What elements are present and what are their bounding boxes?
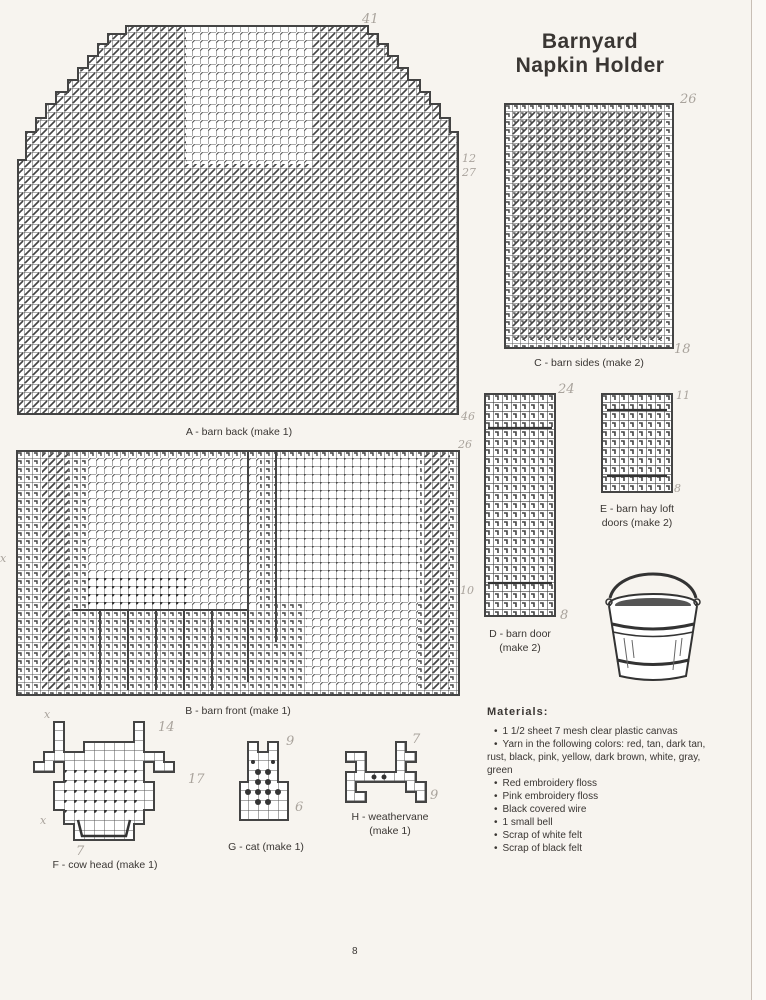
handwritten-8: 8 bbox=[674, 482, 681, 495]
page-title bbox=[490, 30, 690, 78]
handwritten-x: x bbox=[0, 552, 7, 565]
handwritten-7: 7 bbox=[412, 732, 421, 747]
handwritten-6: 6 bbox=[295, 800, 304, 815]
page-edge bbox=[751, 0, 752, 1000]
bullet-icon: • bbox=[494, 778, 498, 789]
handwritten-9: 9 bbox=[430, 788, 439, 803]
handwritten-18: 18 bbox=[674, 342, 691, 357]
caption-barn-front: B - barn front (make 1) bbox=[185, 705, 291, 717]
handwritten-41: 41 bbox=[362, 12, 379, 27]
page-number: 8 bbox=[352, 946, 358, 957]
page-right-margin bbox=[752, 0, 766, 1000]
handwritten-12: 12 bbox=[462, 152, 476, 165]
hay-loft-doors-chart bbox=[601, 393, 673, 493]
handwritten-x: x bbox=[40, 814, 47, 827]
materials-item: • Red embroidery floss bbox=[494, 778, 597, 789]
materials-item: • Scrap of black felt bbox=[494, 843, 582, 854]
caption-line-2: (make 2) bbox=[499, 642, 541, 654]
materials-item: • 1 small bell bbox=[494, 817, 553, 828]
title-line-1: Barnyard bbox=[541, 30, 639, 53]
handwritten-9: 9 bbox=[286, 734, 295, 749]
barn-front-chart bbox=[16, 450, 460, 696]
barn-door-chart bbox=[484, 393, 556, 617]
handwritten-7: 7 bbox=[76, 844, 85, 859]
handwritten-8: 8 bbox=[560, 608, 569, 623]
handwritten-17: 17 bbox=[188, 772, 205, 787]
handwritten-11: 11 bbox=[676, 389, 690, 402]
materials-heading: Materials: bbox=[487, 706, 549, 718]
materials-list bbox=[487, 725, 717, 855]
caption-barn-back: A - barn back (make 1) bbox=[185, 426, 293, 438]
handwritten-24: 24 bbox=[558, 382, 575, 397]
handwritten-26: 26 bbox=[458, 438, 472, 451]
materials-item: • Scrap of white felt bbox=[494, 830, 582, 841]
handwritten-26: 26 bbox=[680, 92, 697, 107]
handwritten-46: 46 bbox=[461, 410, 475, 423]
materials-item: • Pink embroidery floss bbox=[494, 791, 599, 802]
handwritten-x: x bbox=[44, 708, 51, 721]
title-line-2: Napkin Holder bbox=[515, 54, 665, 77]
bullet-icon: • bbox=[494, 817, 498, 828]
caption-line-2: (make 1) bbox=[369, 825, 411, 837]
bullet-icon: • bbox=[494, 830, 498, 841]
bullet-icon: • bbox=[494, 843, 498, 854]
handwritten-10: 10 bbox=[460, 584, 474, 597]
barn-sides-chart bbox=[504, 103, 674, 349]
caption-line-1: E - barn hay loft bbox=[599, 503, 675, 515]
caption-cat: G - cat (make 1) bbox=[228, 841, 304, 853]
cat-chart bbox=[238, 740, 294, 822]
caption-line-2: doors (make 2) bbox=[601, 517, 673, 529]
materials-section bbox=[487, 706, 717, 855]
caption-weathervane bbox=[330, 810, 450, 838]
bullet-icon: • bbox=[494, 791, 498, 802]
cow-head-chart bbox=[24, 720, 186, 850]
handwritten-27: 27 bbox=[462, 166, 476, 179]
materials-item: • 1 1/2 sheet 7 mesh clear plastic canvas bbox=[494, 726, 678, 737]
bullet-icon: • bbox=[494, 804, 498, 815]
handwritten-14: 14 bbox=[158, 720, 175, 735]
materials-item: • Yarn in the following colors: red, tan, dark tan, rust, black, pink, yellow, dark brown, white, gray, green bbox=[487, 739, 706, 776]
caption-hay-loft-doors bbox=[587, 502, 687, 530]
caption-line-1: D - barn door bbox=[489, 628, 551, 640]
caption-barn-sides: C - barn sides (make 2) bbox=[534, 357, 644, 369]
barn-back-chart bbox=[16, 24, 462, 416]
bullet-icon: • bbox=[494, 726, 498, 737]
caption-cow-head: F - cow head (make 1) bbox=[52, 859, 158, 871]
weathervane-chart bbox=[344, 740, 428, 804]
materials-item: • Black covered wire bbox=[494, 804, 587, 815]
bucket-illustration bbox=[598, 568, 708, 690]
caption-line-1: H - weathervane bbox=[351, 811, 429, 823]
caption-barn-door bbox=[470, 627, 570, 655]
bullet-icon: • bbox=[494, 739, 498, 750]
